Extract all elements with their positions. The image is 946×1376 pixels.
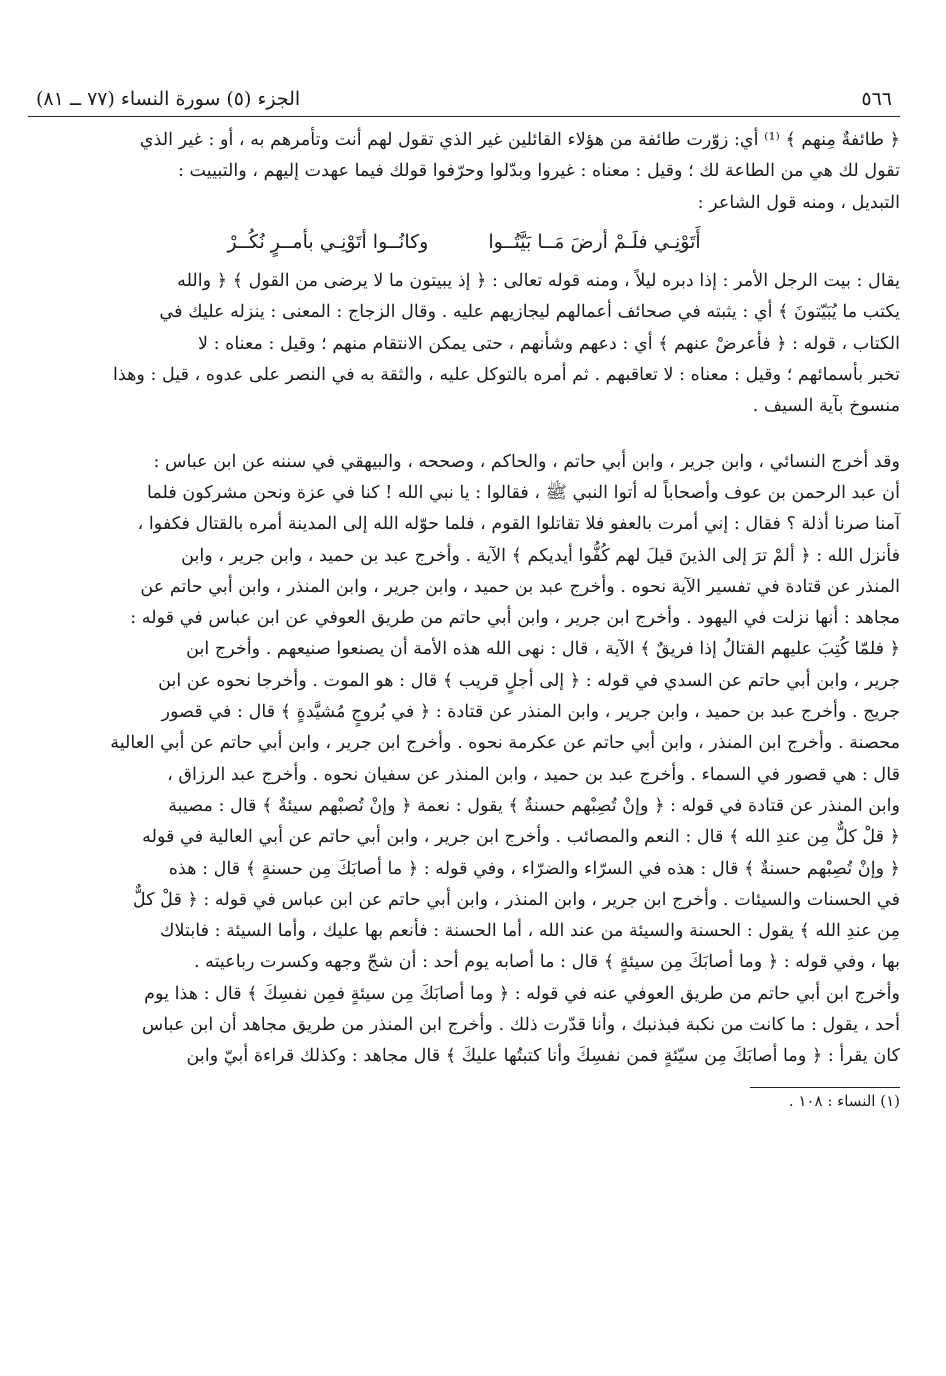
text-line: يكتب ما يُبَيّتونَ ﴾ أي : يثبته في صحائف أعمالهم ليجازيهم عليه . وقال الزجاج : المعنى : ينزله عليك في: [159, 302, 900, 323]
text-line: فأنزل الله : ﴿ ألمْ ترَ إلى الذينَ قيلَ لهم كُفُّوا أيديكم ﴾ الآية . وأخرج عبد بن حميد ، وابن جرير ، وابن: [181, 545, 900, 566]
text-line: ﴿ وإنْ تُصِبْهم حسنةٌ ﴾ قال : هذه في السرّاء والضرّاء ، وفي قوله : ﴿ ما أصابَكَ مِن حسنةٍ ﴾ قال : هذه: [168, 858, 900, 879]
hemistich-second: وكانُــوا أتَوْنِـي بأمــرٍ نُكُــرْ: [227, 230, 429, 253]
text-line: الكتاب ، قوله : ﴿ فأعرضْ عنهم ﴾ أي : دعهم وشأنهم ، حتى يمكن الانتقام منهم ؛ وقيل : معناه : لا: [197, 333, 900, 354]
paragraph-3: [28, 447, 900, 1073]
paragraph-2: [28, 266, 900, 422]
text-line: بها ، وفي قوله : ﴿ وما أصابَكَ مِن سيئةٍ ﴾ قال : ما أصابه يوم أحد : أن شجّ وجهه وكسرت رباعيته .: [193, 952, 900, 973]
text-line: يقال : بيت الرجل الأمر : إذا دبره ليلاً ، ومنه قوله تعالى : ﴿ إذ يبيتون ما لا يرضى من القول ﴾ ﴿ والله: [177, 271, 900, 292]
text-line: ﴿ قلْ كلٌّ مِن عندِ الله ﴾ قال : النعم والمصائب . وأخرج ابن جرير ، وابن أبي حاتم عن أبي العالية في قوله: [142, 827, 900, 848]
text-line: في الحسنات والسيئات . وأخرج ابن جرير ، وابن المنذر ، وابن أبي حاتم عن ابن عباس في قوله : ﴿ قلْ كلٌّ: [132, 889, 900, 910]
text-line: وأخرج ابن أبي حاتم من طريق العوفي عنه في قوله : ﴿ وما أصابَكَ مِن سيئةٍ فمِن نفسِكَ ﴾ قال : هذا يوم: [144, 983, 900, 1004]
text-line: جريج . وأخرج عبد بن حميد ، وابن جرير ، وابن المنذر عن قتادة : ﴿ في بُروجٍ مُشيَّدةٍ ﴾ قال : في قصور: [161, 702, 900, 723]
text-line: تقول لك هي من الطاعة لك ؛ وقيل : معناه : غيروا وبدّلوا وحرّفوا قولك فيما عهدت إليهم ، والتبييت :: [177, 161, 900, 182]
text-line: مِن عندِ الله ﴾ يقول : الحسنة والسيئة من عند الله ، أما الحسنة : فأنعم بها عليك ، وأما السيئة : فابتلاك: [160, 921, 900, 942]
page: [28, 80, 900, 1110]
page-header: [28, 80, 900, 116]
page-number: ٥٦٦: [861, 88, 892, 110]
hemistich-first: أَتَوْنِـي فلَـمْ أرضَ مَــا بَيَّتُــوا: [488, 230, 701, 253]
text-line: آمنا صرنا أذلة ؟ فقال : إني أمرت بالعفو فلا تقاتلوا القوم ، فلما حوّله الله إلى المدينة أمره بالقتال فكفوا ،: [137, 514, 900, 535]
body-text: [28, 125, 900, 1073]
text-line: وابن المنذر عن قتادة في قوله : ﴿ وإنْ تُصِبْهم حسنةٌ ﴾ يقول : نعمة ﴿ وإنْ تُصبْهم سيئةٌ ﴾ قال : مصيبة: [168, 795, 900, 816]
text-line: أن عبد الرحمن بن عوف وأصحاباً له أتوا النبي ﷺ ، فقالوا : يا نبي الله ! كنا في عزة ونحن مشركون فلما: [146, 482, 900, 503]
paragraph-1: [28, 125, 900, 219]
text-line: المنذر عن قتادة في تفسير الآية نحوه . وأخرج عبد بن حميد ، وابن جرير ، وابن المنذر ، وابن أبي حاتم عن: [140, 576, 900, 597]
footnote: (١) النساء : ١٠٨ .: [788, 1091, 900, 1110]
text-line: منسوخ بآية السيف .: [752, 396, 900, 417]
poem-verse: [28, 219, 900, 266]
running-title: الجزء (٥) سورة النساء (٧٧ ــ ٨١): [36, 88, 301, 110]
footnote-rule: [750, 1087, 900, 1088]
text-line: محصنة . وأخرج ابن المنذر ، وابن أبي حاتم عن عكرمة نحوه . وأخرج ابن جرير ، وابن أبي حاتم عن أبي العالية: [110, 733, 900, 754]
text-line: مجاهد : أنها نزلت في اليهود . وأخرج ابن جرير ، وابن أبي حاتم من طريق العوفي عن ابن عباس في قوله :: [130, 608, 900, 629]
text-line: تخبر بأسمائهم ؛ وقيل : معناه : لا تعاقبهم . ثم أمره بالتوكل عليه ، والثقة به في النصر على عدوه ، قيل : وهذا: [112, 365, 900, 386]
text-line: ﴿ فلمّا كُتِبَ عليهم القتالُ إذا فريقٌ ﴾ الآية ، قال : نهى الله هذه الأمة أن يصنعوا صنيعهم . وأخرج ابن: [186, 639, 900, 660]
header-rule: [28, 116, 900, 117]
text-line: ﴿ طائفةٌ مِنهم ﴾ ⁽¹⁾ أي: زوّرت طائفة من هؤلاء القائلين غير الذي تقول لهم أنت وتأمرهم به ، أو : غير الذي: [139, 130, 900, 150]
text-line: وقد أخرج النسائي ، وابن جرير ، وابن أبي حاتم ، والحاكم ، وصححه ، والبيهقي في سننه عن ابن عباس :: [153, 451, 900, 472]
text-line: كان يقرأ : ﴿ وما أصابَكَ مِن سيّئةٍ فمن نفسِكَ وأنا كتبتُها عليكَ ﴾ قال مجاهد : وكذلك قراءة أبيّ وابن: [186, 1046, 900, 1067]
text-line: قال : هي قصور في السماء . وأخرج عبد بن حميد ، وابن المنذر عن سفيان نحوه . وأخرج عبد الرزاق ،: [167, 764, 900, 785]
text-line: أحد ، يقول : ما كانت من نكبة فبذنبك ، وأنا قدّرت ذلك . وأخرج ابن المنذر من طريق مجاهد أن ابن عباس: [141, 1015, 900, 1036]
text-line: التبديل ، ومنه قول الشاعر :: [697, 192, 900, 213]
paragraph-gap: [28, 423, 900, 447]
text-line: جرير ، وابن أبي حاتم عن السدي في قوله : ﴿ إلى أجلٍ قريب ﴾ قال : هو الموت . وأخرجا نحوه عن ابن: [158, 670, 900, 691]
